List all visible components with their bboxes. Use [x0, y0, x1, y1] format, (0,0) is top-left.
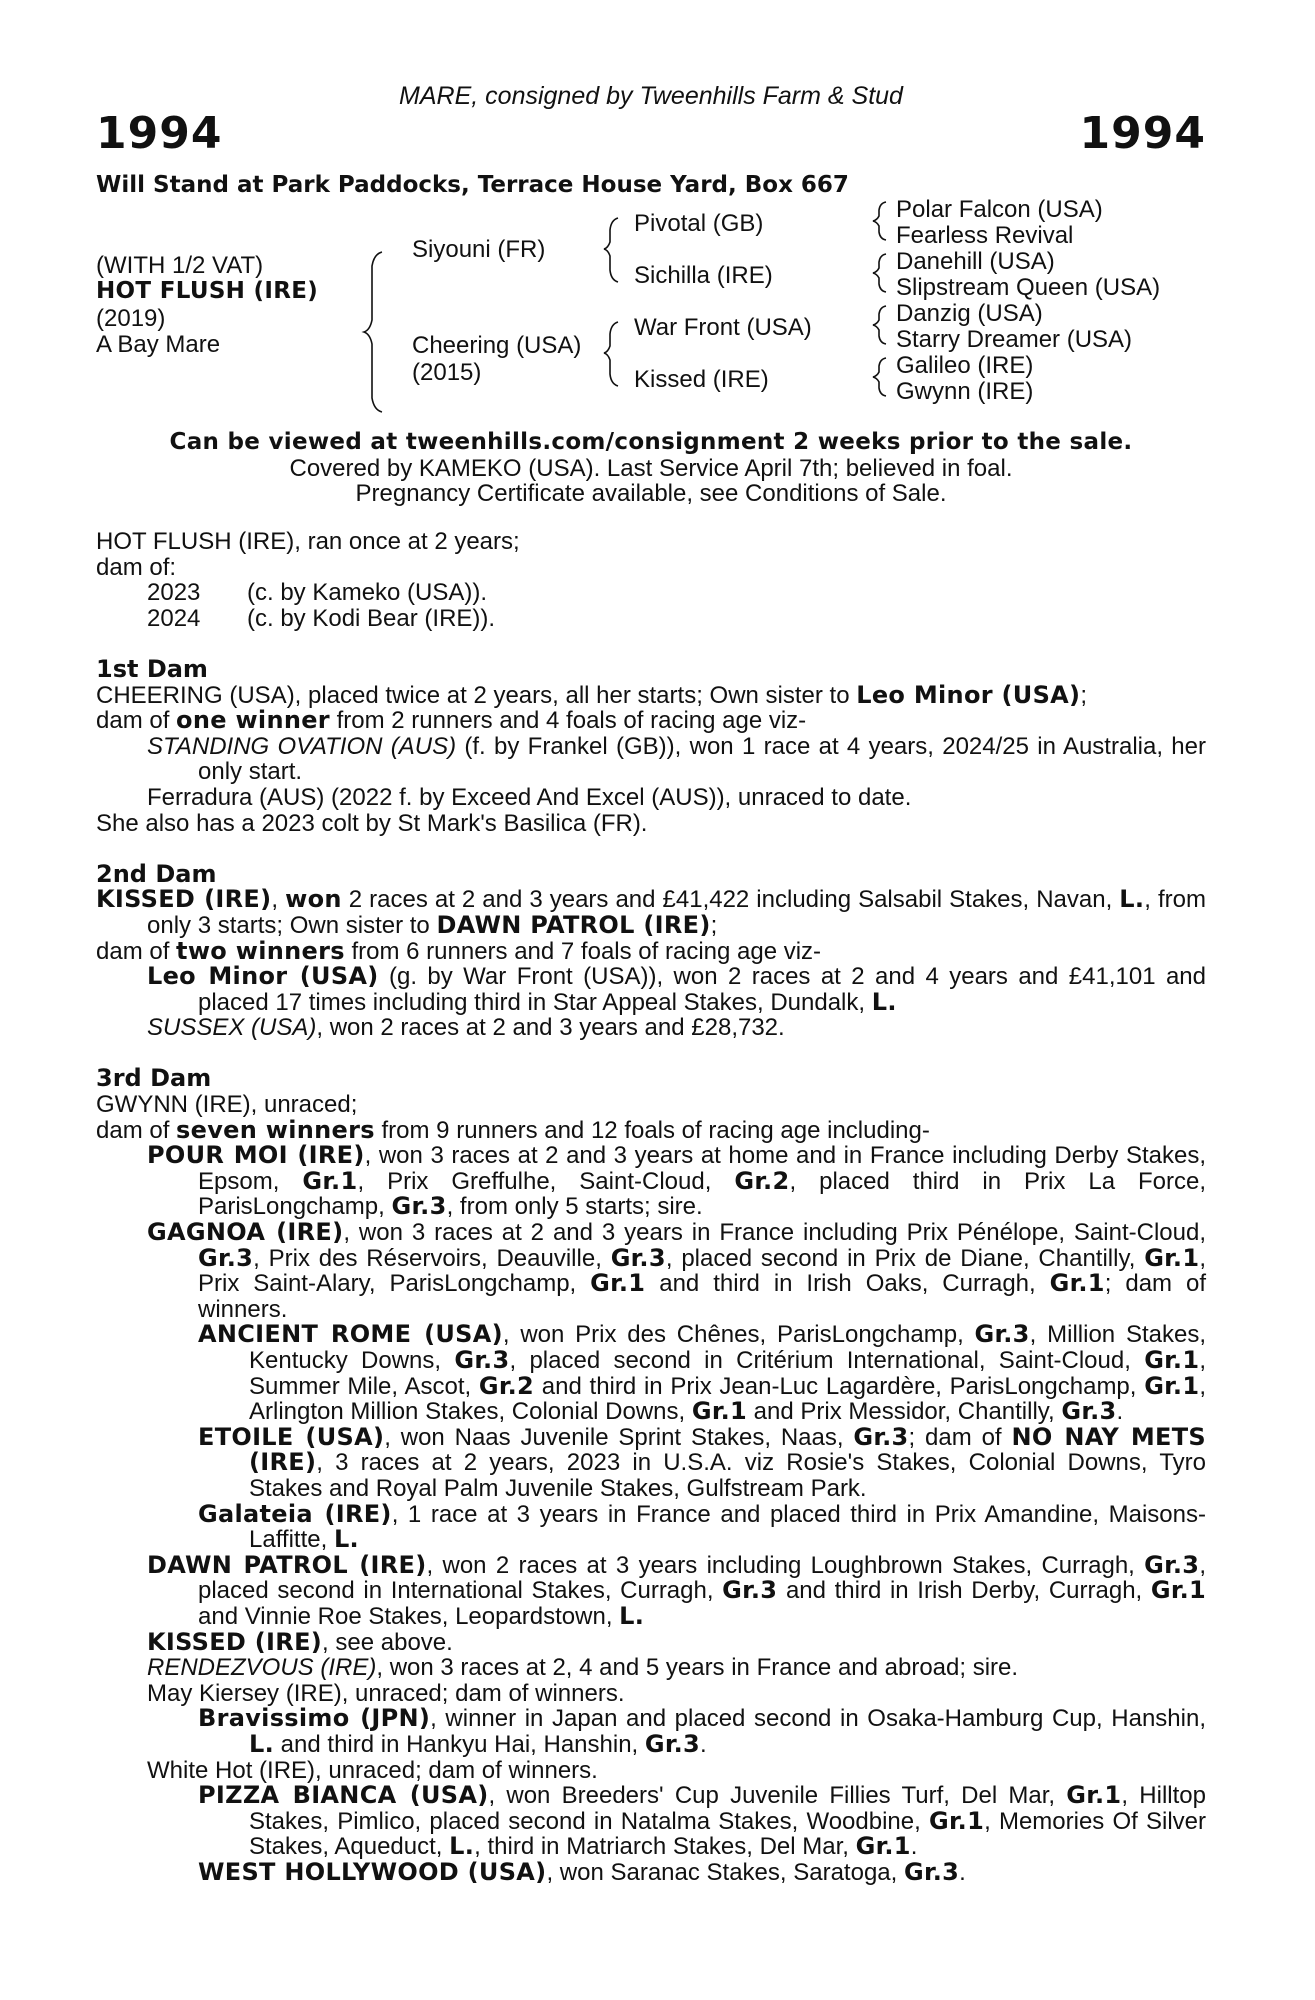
- produce-entry: Galateia (IRE), 1 race at 3 years in France and placed third in Prix Amandine, Maisons-Laffitte, L.: [198, 1499, 1206, 1554]
- pedigree-table: [96, 196, 1206, 420]
- pregnancy-note: Pregnancy Certificate available, see Conditions of Sale.: [355, 480, 947, 508]
- grandsire-1: Pivotal (GB): [634, 210, 764, 237]
- produce-entry: POUR MOI (IRE), won 3 races at 2 and 3 years at home and in France including Derby Stakes, Epsom, Gr.1, Prix Greffulhe, Saint-Cloud, Gr.2, placed third in Prix La Force, ParisLongchamp, Gr.3, from only 5 starts; sire.: [147, 1141, 1207, 1221]
- produce-row: [96, 580, 1206, 606]
- produce-entry: Bravissimo (JPN), winner in Japan and placed second in Osaka-Hamburg Cup, Hanshin, L. and third in Hankyu Hai, Hanshin, Gr.3.: [198, 1704, 1207, 1758]
- great-grandparent-7: Galileo (IRE): [896, 352, 1034, 379]
- great-grandparent-5: Danzig (USA): [896, 300, 1043, 327]
- produce-entry: GAGNOA (IRE), won 3 races at 2 and 3 years in France including Prix Pénélope, Saint-Cloud, Gr.3, Prix des Réservoirs, Deauville, Gr.3, placed second in Prix de Diane, Chantilly, Gr.1, Prix Saint-Alary, ParisLongchamp, Gr.1 and third in Irish Oaks, Curragh, Gr.1; dam of winners.: [147, 1218, 1206, 1323]
- produce-entry: KISSED (IRE), see above.: [147, 1627, 453, 1656]
- first-dam-heading: 1st Dam: [96, 654, 208, 683]
- first-dam-footnote: She also has a 2023 colt by St Mark's Basilica (FR).: [96, 809, 648, 837]
- produce-entry: PIZZA BIANCA (USA), won Breeders' Cup Juvenile Fillies Turf, Del Mar, Gr.1, Hilltop Stakes, Pimlico, placed second in Natalma Stakes, Woodbine, Gr.1, Memories Of Silver Stakes, Aqueduct, L., third in Matriarch Stakes, Del Mar, Gr.1.: [198, 1781, 1207, 1861]
- second-dam-line: KISSED (IRE), won 2 races at 2 and 3 years and £41,422 including Salsabil Stakes, Navan, L., from only 3 starts; Own sister to DAWN PATROL (IRE);: [96, 885, 1206, 939]
- viewing-note: Can be viewed at tweenhills.com/consignment 2 weeks prior to the sale.: [169, 429, 1133, 455]
- great-grandparent-6: Starry Dreamer (USA): [896, 326, 1133, 353]
- produce-entry: ANCIENT ROME (USA), won Prix des Chênes, ParisLongchamp, Gr.3, Million Stakes, Kentucky Downs, Gr.3, placed second in Critérium International, Saint-Cloud, Gr.1, Summer Mile, Ascot, Gr.2 and third in Prix Jean-Luc Lagardère, ParisLongchamp, Gr.1, Arlington Million Stakes, Colonial Downs, Gr.1 and Prix Messidor, Chantilly, Gr.3.: [198, 1320, 1206, 1426]
- intro-dam-of: dam of:: [96, 553, 177, 581]
- intro-line: HOT FLUSH (IRE), ran once at 2 years;: [96, 528, 520, 555]
- great-grandparent-8: Gwynn (IRE): [896, 378, 1034, 405]
- first-dam-line: CHEERING (USA), placed twice at 2 years, all her starts; Own sister to Leo Minor (USA);: [96, 680, 1087, 709]
- produce-entry: SUSSEX (USA), won 2 races at 2 and 3 years and £28,732.: [147, 1014, 785, 1042]
- produce-entry: STANDING OVATION (AUS) (f. by Frankel (GB)), won 1 race at 4 years, 2024/25 in Australia, her only start.: [147, 732, 1206, 786]
- catalogue-body: [96, 529, 1206, 1885]
- second-dam-heading: 2nd Dam: [96, 859, 217, 888]
- third-dam-line: GWYNN (IRE), unraced;: [96, 1091, 358, 1119]
- produce-row: [96, 606, 1206, 632]
- sire-name: Siyouni (FR): [412, 236, 546, 263]
- third-dam-heading: 3rd Dam: [96, 1064, 212, 1093]
- great-grandparent-3: Danehill (USA): [896, 248, 1055, 275]
- horse-description: A Bay Mare: [96, 331, 221, 358]
- granddam-1: Sichilla (IRE): [634, 262, 773, 289]
- vat-note: (WITH 1/2 VAT): [96, 252, 264, 279]
- covering-note: Covered by KAMEKO (USA). Last Service April 7th; believed in foal.: [289, 454, 1013, 482]
- produce-entry: RENDEZVOUS (IRE), won 3 races at 2, 4 and 5 years in France and abroad; sire.: [147, 1654, 1019, 1682]
- produce-entry: May Kiersey (IRE), unraced; dam of winners.: [147, 1679, 625, 1707]
- sale-notes: [96, 430, 1206, 507]
- produce-entry: ETOILE (USA), won Naas Juvenile Sprint Stakes, Naas, Gr.3; dam of NO NAY METS (IRE), 3 races at 2 years, 2023 in U.S.A. viz Rosie's Stakes, Colonial Downs, Tyro Stakes and Royal Palm Juvenile Stakes, Gulfstream Park.: [198, 1422, 1207, 1502]
- produce-entry: WEST HOLLYWOOD (USA), won Saranac Stakes, Saratoga, Gr.3.: [198, 1857, 966, 1886]
- great-grandparent-4: Slipstream Queen (USA): [896, 274, 1161, 301]
- produce-entry: Leo Minor (USA) (g. by War Front (USA)), won 2 races at 2 and 4 years and £41,101 and placed 17 times including third in Star Appeal Stakes, Dundalk, L.: [147, 962, 1207, 1016]
- third-dam-summary: dam of seven winners from 9 runners and 12 foals of racing age including-: [96, 1115, 930, 1144]
- dam-year: (2015): [412, 359, 482, 386]
- horse-name: HOT FLUSH (IRE): [96, 278, 319, 304]
- first-dam-summary: dam of one winner from 2 runners and 4 foals of racing age viz-: [96, 706, 807, 735]
- produce-entry: White Hot (IRE), unraced; dam of winners.: [147, 1756, 598, 1784]
- grandsire-2: War Front (USA): [634, 314, 812, 341]
- foaling-year: (2019): [96, 305, 166, 332]
- consignor-line: MARE, consigned by Tweenhills Farm & Stud: [399, 82, 903, 110]
- produce-entry: Ferradura (AUS) (2022 f. by Exceed And Excel (AUS)), unraced to date.: [147, 783, 912, 811]
- produce-text: (c. by Kameko (USA)).: [247, 579, 488, 607]
- great-grandparent-1: Polar Falcon (USA): [896, 196, 1103, 223]
- lot-number-right: 1994: [1079, 108, 1206, 159]
- great-grandparent-2: Fearless Revival: [896, 222, 1074, 249]
- dam-name: Cheering (USA): [412, 332, 582, 359]
- stabling-line: Will Stand at Park Paddocks, Terrace House Yard, Box 667: [96, 172, 849, 198]
- produce-year: 2023: [147, 579, 201, 607]
- lot-number-left: 1994: [96, 108, 223, 159]
- produce-text: (c. by Kodi Bear (IRE)).: [247, 604, 496, 632]
- granddam-2: Kissed (IRE): [634, 366, 769, 393]
- produce-year: 2024: [147, 604, 201, 632]
- second-dam-summary: dam of two winners from 6 runners and 7 foals of racing age viz-: [96, 936, 822, 965]
- produce-entry: DAWN PATROL (IRE), won 2 races at 3 years including Loughbrown Stakes, Curragh, Gr.3, placed second in International Stakes, Curragh, Gr.3 and third in Irish Derby, Curragh, Gr.1 and Vinnie Roe Stakes, Leopardstown, L.: [147, 1550, 1206, 1630]
